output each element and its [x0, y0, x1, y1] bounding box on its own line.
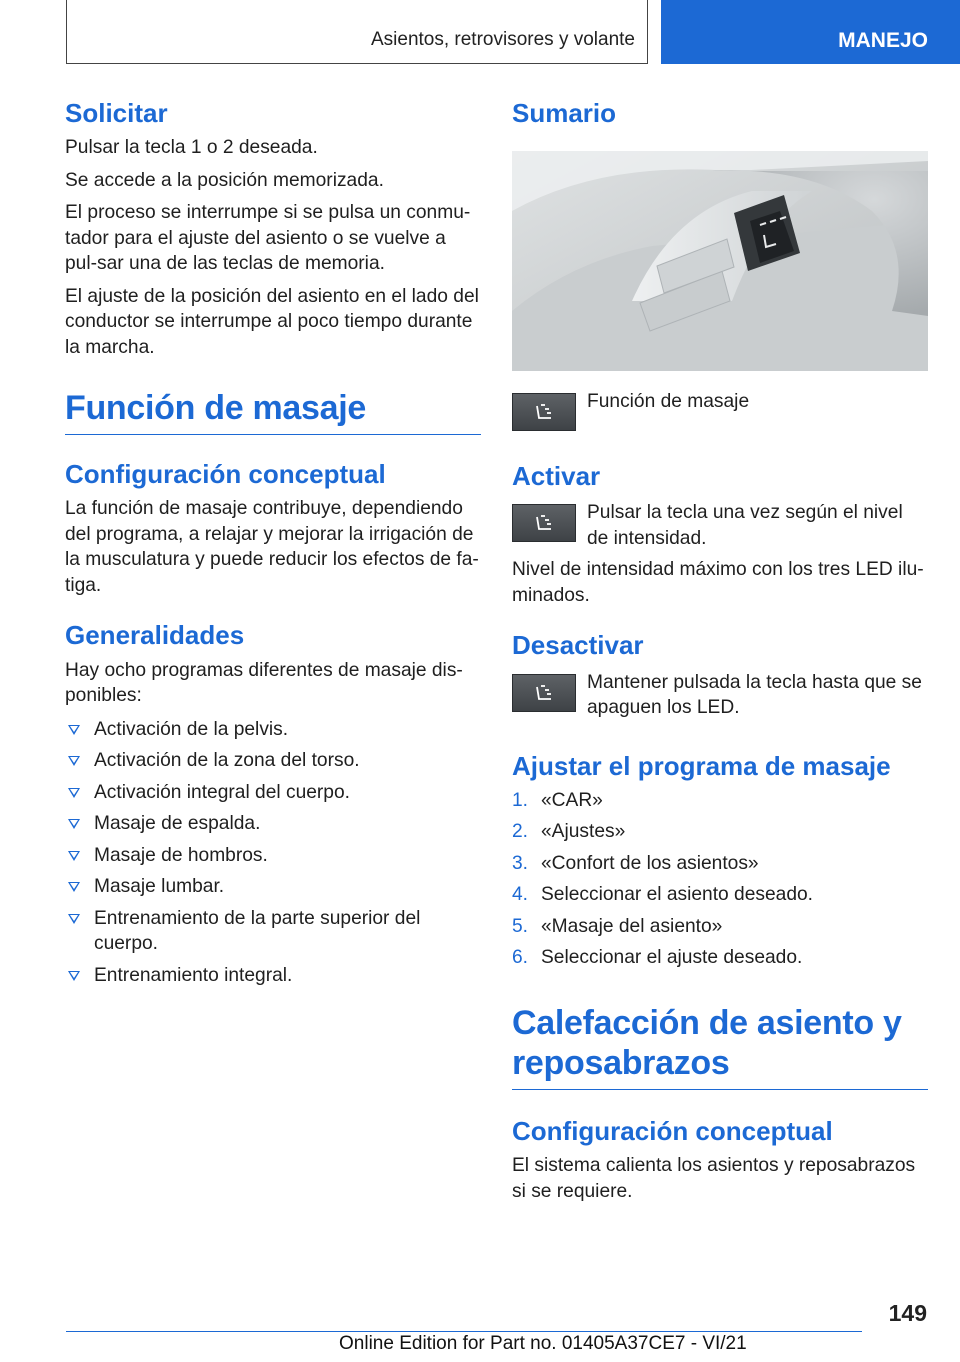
- heading-solicitar: Solicitar: [65, 98, 168, 128]
- heading-configuracion: Configuración conceptual: [65, 459, 386, 490]
- heading-calefaccion: Calefacción de asiento y reposabrazos: [512, 1003, 902, 1082]
- list-item: Masaje de hombros.: [65, 843, 481, 869]
- list-item: 4. Seleccionar el asiento deseado.: [512, 884, 814, 906]
- list-item: Masaje lumbar.: [65, 874, 481, 900]
- left-column: [65, 98, 481, 988]
- triangle-down-icon: [68, 882, 80, 892]
- paragraph: Pulsar la tecla 1 o 2 deseada.: [65, 137, 318, 159]
- header-section-box: [66, 0, 648, 64]
- list-item: Activación de la zona del torso.: [65, 748, 481, 774]
- heading-configuracion-2: Configuración conceptual: [512, 1115, 833, 1146]
- paragraph: La función de masaje contribuye, dependiendo del programa, a relajar y mejorar la irrigación de la musculatura y puede reducir los efectos de fa‐tiga.: [65, 498, 479, 596]
- header-chapter-title: MANEJO: [838, 29, 928, 52]
- triangle-down-icon: [68, 851, 80, 861]
- seat-massage-icon: [512, 504, 576, 542]
- paragraph: Se accede a la posición memorizada.: [65, 169, 384, 191]
- heading-desactivar: Desactivar: [512, 630, 644, 661]
- header-section-title: Asientos, retrovisores y volante: [370, 29, 635, 50]
- page-number: 149: [888, 1300, 927, 1326]
- triangle-down-icon: [68, 788, 80, 798]
- paragraph: El sistema calienta los asientos y reposabrazos si se requiere.: [512, 1155, 916, 1202]
- triangle-down-icon: [68, 756, 80, 766]
- heading-funcion-de-masaje: Función de masaje: [65, 389, 366, 428]
- list-item: 6. Seleccionar el ajuste deseado.: [512, 947, 803, 969]
- header-chapter-box: [661, 0, 960, 64]
- seat-massage-icon: [512, 674, 576, 712]
- heading-activar: Activar: [512, 461, 601, 492]
- icon-row-desactivar: [512, 670, 928, 721]
- icon-row-funcion: [512, 393, 928, 431]
- heading-generalidades: Generalidades: [65, 620, 245, 651]
- paragraph: Hay ocho programas diferentes de masaje dis‐ponibles:: [65, 659, 463, 707]
- triangle-down-icon: [68, 971, 80, 981]
- section-title-rule: [512, 1003, 928, 1090]
- footer-rule: [66, 1331, 862, 1332]
- list-item: Entrenamiento de la parte superior del cuerpo.: [65, 906, 481, 957]
- steps-list: [512, 788, 928, 971]
- icon-row-activar: [512, 500, 928, 551]
- list-item: Activación integral del cuerpo.: [65, 780, 481, 806]
- list-item: Activación de la pelvis.: [65, 717, 481, 743]
- heading-ajustar: Ajustar el programa de masaje: [512, 750, 891, 781]
- list-item: Entrenamiento integral.: [65, 963, 481, 989]
- paragraph: Nivel de intensidad máximo con los tres LED ilu‐minados.: [512, 559, 924, 606]
- footer-edition: Online Edition for Part no. 01405A37CE7 - VI/21: [339, 1333, 747, 1354]
- triangle-down-icon: [68, 725, 80, 735]
- right-column: [512, 98, 928, 1204]
- paragraph: El proceso se interrumpe si se pulsa un conmu‐tador para el ajuste del asiento o se vuelve a pul‐sar una de las teclas de memoria.: [65, 202, 471, 275]
- triangle-down-icon: [68, 819, 80, 829]
- list-item: 3. «Confort de los asientos»: [512, 852, 759, 874]
- list-item: Masaje de espalda.: [65, 811, 481, 837]
- list-item: 5. «Masaje del asiento»: [512, 915, 723, 937]
- door-panel-photo: [512, 151, 928, 371]
- paragraph: Pulsar la tecla una vez según el nivel de intensidad.: [587, 502, 903, 549]
- icon-label: Función de masaje: [587, 391, 750, 413]
- paragraph: El ajuste de la posición del asiento en el lado del conductor se interrumpe al poco tiempo durante la marcha.: [65, 285, 479, 358]
- heading-sumario: Sumario: [512, 98, 617, 128]
- seat-massage-icon: [512, 393, 576, 431]
- triangle-down-icon: [68, 914, 80, 924]
- paragraph: Mantener pulsada la tecla hasta que se apaguen los LED.: [587, 671, 922, 719]
- program-list: [65, 717, 481, 989]
- list-item: 1. «CAR»: [512, 789, 603, 811]
- section-title-rule: [65, 388, 481, 435]
- door-panel-illustration: [512, 151, 928, 371]
- list-item: 2. «Ajustes»: [512, 821, 626, 843]
